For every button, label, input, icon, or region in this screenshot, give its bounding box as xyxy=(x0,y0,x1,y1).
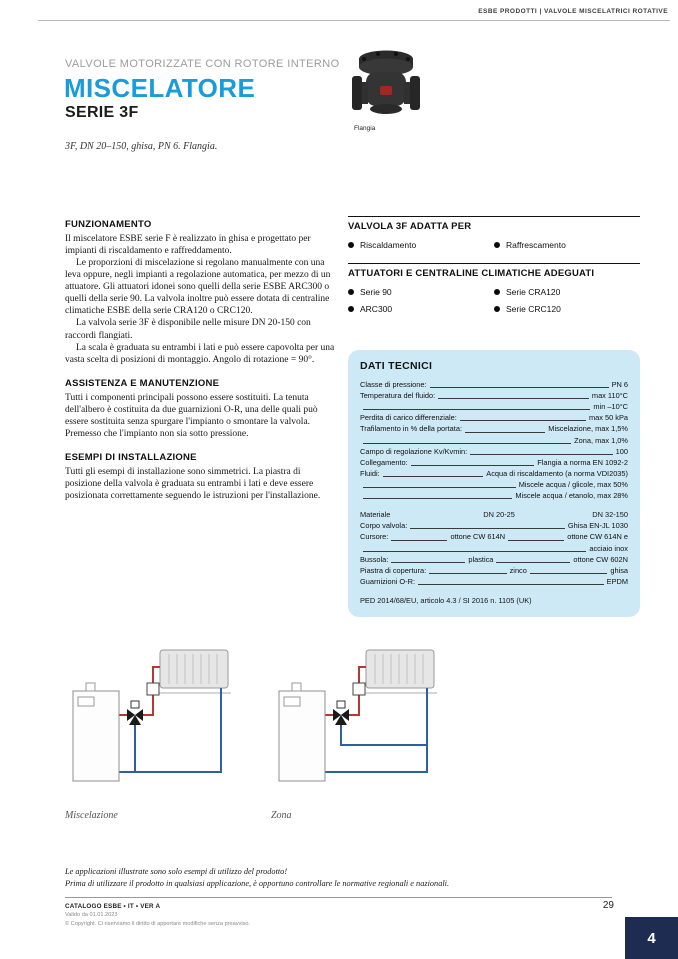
tech-label: Campo di regolazione Kv/Kvmin: xyxy=(360,446,468,456)
paragraph: La scala è graduata su entrambi i lati e può essere capovolta per una vasta scelta di posizioni di montaggio. Angolo di rotazione = 90°. xyxy=(65,342,335,365)
tech-value: max 110°C xyxy=(591,391,628,401)
left-column xyxy=(65,219,335,514)
radiator-illustration xyxy=(363,650,437,693)
section-heading: ESEMPI DI INSTALLAZIONE xyxy=(65,451,197,463)
zone-valve-icon xyxy=(333,701,349,725)
leader-line xyxy=(363,409,590,410)
bullet-icon xyxy=(494,289,500,295)
flanged-valve-illustration xyxy=(350,48,422,116)
tech-value: ghisa xyxy=(610,565,629,575)
tech-value: zinco xyxy=(509,565,527,575)
list-item xyxy=(348,240,494,250)
list-item xyxy=(348,287,494,297)
list-item xyxy=(494,240,640,250)
materials-col2: DN 32-150 xyxy=(592,510,628,520)
list-item xyxy=(494,287,640,297)
paragraph: Tutti i componenti principali possono essere sostituiti. La tenuta dell'albero è costituita da due guarnizioni O-R, una delle quali può essere sostituita senza spurgare l'impianto o smontare la valvola. Premesso che l'impianto non sia sotto pressione. xyxy=(65,392,318,439)
page-number: 29 xyxy=(602,900,614,911)
leader-line xyxy=(363,443,571,444)
tech-label: Guarnizioni O-R: xyxy=(360,576,416,586)
tech-value: Miscele acqua / glicole, max 50% xyxy=(518,479,628,489)
materials-header xyxy=(360,509,628,520)
leader-line xyxy=(470,454,612,455)
list-item-label: Serie CRA120 xyxy=(506,287,561,297)
chapter-tab xyxy=(625,917,678,959)
tech-label: Fluidi: xyxy=(360,468,380,478)
tech-row xyxy=(360,457,628,468)
valid-from: Valido da 01.01.2023 xyxy=(65,912,118,919)
tech-value: min –10°C xyxy=(593,402,628,412)
bullet-icon xyxy=(348,242,354,248)
leader-line xyxy=(391,562,465,563)
bullet-icon xyxy=(348,306,354,312)
disclaimer-line: Prima di utilizzare il prodotto in qualsiasi applicazione, è opportuno controllare le normative regionali e nazionali. xyxy=(65,879,450,889)
tech-value: Flangia a norma EN 1092-2 xyxy=(537,457,628,467)
tech-value: plastica xyxy=(468,554,494,564)
material-row xyxy=(360,554,628,565)
tech-value: max 50 kPa xyxy=(588,413,628,423)
spacer xyxy=(515,509,592,520)
section-esempi xyxy=(65,452,335,502)
tech-label: Piastra di copertura: xyxy=(360,565,427,575)
installation-examples xyxy=(65,645,441,821)
leader-line xyxy=(508,540,564,541)
tech-row xyxy=(360,390,628,401)
paragraph: La valvola serie 3F è disponibile nelle misure DN 20-150 con raccordi flangiati. xyxy=(65,318,311,341)
tech-value: Miscelazione, max 1,5% xyxy=(548,424,628,434)
diagram-caption: Zona xyxy=(271,810,292,821)
material-row xyxy=(360,576,628,587)
leader-line xyxy=(363,498,512,499)
tech-label: Bussola: xyxy=(360,554,389,564)
material-row xyxy=(360,565,628,576)
tech-heading: DATI TECNICI xyxy=(360,360,433,372)
tech-label: Corpo valvola: xyxy=(360,521,408,531)
disclaimer xyxy=(65,866,608,890)
list-item-label: Serie 90 xyxy=(360,287,392,297)
leader-line xyxy=(363,487,516,488)
materials-col0: Materiale xyxy=(360,510,391,520)
suitable-heading: VALVOLA 3F ADATTA PER xyxy=(348,216,640,232)
list-item xyxy=(348,304,494,314)
section-funzionamento xyxy=(65,219,335,366)
boiler-illustration xyxy=(73,683,119,781)
series-title: SERIE 3F xyxy=(65,104,139,121)
tech-value: Miscele acqua / etanolo, max 28% xyxy=(515,491,628,501)
section-assistenza xyxy=(65,378,335,440)
footer-info xyxy=(65,902,250,928)
tech-row xyxy=(360,423,628,434)
section-heading: FUNZIONAMENTO xyxy=(65,219,152,230)
tech-row xyxy=(360,435,628,446)
leader-line xyxy=(391,540,447,541)
leader-line xyxy=(418,584,604,585)
tech-label: Collegamento: xyxy=(360,457,408,467)
product-caption: Flangia xyxy=(354,125,376,132)
tech-value: ottone CW 614N xyxy=(450,532,506,542)
suitable-list xyxy=(348,240,640,250)
leader-line xyxy=(465,432,545,433)
footer-rule xyxy=(65,897,612,898)
tech-label: Perdita di carico differenziale: xyxy=(360,413,457,423)
tech-value: acciaio inox xyxy=(589,543,628,553)
tagline: 3F, DN 20–150, ghisa, PN 6. Flangia. xyxy=(65,141,218,152)
tech-row xyxy=(360,446,628,457)
material-row xyxy=(360,543,628,554)
boiler-illustration xyxy=(279,683,325,781)
tech-label: Trafilamento in % della portata: xyxy=(360,424,463,434)
tech-value: Zona, max 1,0% xyxy=(574,435,628,445)
list-item-label: Raffrescamento xyxy=(506,240,566,250)
product-photo xyxy=(350,48,424,132)
leader-line xyxy=(383,476,484,477)
diagram-caption: Miscelazione xyxy=(65,810,118,821)
materials-col1: DN 20-25 xyxy=(483,510,515,520)
tech-label: Temperatura del fluido: xyxy=(360,391,436,401)
leader-line xyxy=(438,398,589,399)
paragraph: Le proporzioni di miscelazione si regolano manualmente con una leva oppure, negli impianti a regolazione automatica, per mezzo di un attuatore. Gli attuatori idonei sono quelli della serie ESBE ARC300 o quelli della serie 90. La valvola inoltre può essere dotata di centraline climatiche ESBE della serie CRA120 o CRC120. xyxy=(65,258,331,317)
tech-label: Cursore: xyxy=(360,532,389,542)
material-row xyxy=(360,531,628,542)
disclaimer-line: Le applicazioni illustrate sono solo esempi di utilizzo del prodotto! xyxy=(65,867,288,876)
tech-row xyxy=(360,468,628,479)
paragraph: Il miscelatore ESBE serie F è realizzato in ghisa e progettato per impianti di riscaldamento e raffreddamento. xyxy=(65,234,311,257)
paragraph: Tutti gli esempi di installazione sono simmetrici. La piastra di posizione della valvola è graduata su entrambi i lati e deve essere posizionata correttamente seguendo le istruzioni per l'installazione. xyxy=(65,466,321,502)
bullet-icon xyxy=(348,289,354,295)
diagram-zona xyxy=(271,645,441,821)
tech-row xyxy=(360,479,628,490)
catalog-version: CATALOGO ESBE • IT • VER A xyxy=(65,903,161,910)
tech-value: ottone CW 602N xyxy=(573,554,628,564)
diagram-miscelazione xyxy=(65,645,235,821)
tech-row xyxy=(360,412,628,423)
section-heading: ASSISTENZA E MANUTENZIONE xyxy=(65,377,220,389)
actuators-list xyxy=(348,287,640,314)
leader-line xyxy=(460,420,586,421)
pump-icon xyxy=(147,683,159,695)
list-item-label: Riscaldamento xyxy=(360,240,417,250)
tech-value: Acqua di riscaldamento (a norma VDI2035) xyxy=(486,468,628,478)
pump-icon xyxy=(353,683,365,695)
tech-row xyxy=(360,401,628,412)
tech-value: 100 xyxy=(615,446,628,456)
leader-line xyxy=(496,562,570,563)
technical-data-box xyxy=(348,350,640,617)
tech-row xyxy=(360,490,628,501)
tech-value: PN 6 xyxy=(611,380,628,389)
ped-note: PED 2014/68/EU, articolo 4.3 / SI 2016 n. 1105 (UK) xyxy=(360,595,532,605)
header-rule xyxy=(38,20,670,21)
list-item-label: ARC300 xyxy=(360,304,393,314)
spacer xyxy=(390,509,483,520)
copyright: © Copyright. Ci riserviamo il diritto di apportare modifiche senza preavviso. xyxy=(65,920,251,927)
material-row xyxy=(360,520,628,531)
tech-value: Ghisa EN-JL 1030 xyxy=(567,521,628,531)
mixing-valve-icon xyxy=(127,701,143,725)
leader-line xyxy=(430,387,609,388)
radiator-illustration xyxy=(157,650,231,693)
right-column xyxy=(348,216,640,617)
mixing-circuit-schematic xyxy=(65,645,235,793)
leader-line xyxy=(429,573,506,574)
page-title: MISCELATORE xyxy=(64,73,256,103)
tech-value: ottone CW 614N e xyxy=(567,532,629,542)
leader-line xyxy=(363,551,586,552)
bullet-icon xyxy=(494,306,500,312)
kicker: VALVOLE MOTORIZZATE CON ROTORE INTERNO xyxy=(65,58,340,70)
leader-line xyxy=(411,465,535,466)
leader-line xyxy=(530,573,607,574)
zone-circuit-schematic xyxy=(271,645,441,793)
tech-value: EPDM xyxy=(606,576,628,586)
tech-label: Classe di pressione: xyxy=(360,380,427,389)
header-breadcrumb: ESBE PRODOTTI | VALVOLE MISCELATRICI ROTATIVE xyxy=(478,8,668,15)
chapter-number: 4 xyxy=(647,929,656,947)
list-item xyxy=(494,304,640,314)
list-item-label: Serie CRC120 xyxy=(506,304,561,314)
leader-line xyxy=(410,528,565,529)
tech-row xyxy=(360,379,628,390)
actuators-heading: ATTUATORI E CENTRALINE CLIMATICHE ADEGUATI xyxy=(348,263,640,279)
bullet-icon xyxy=(494,242,500,248)
